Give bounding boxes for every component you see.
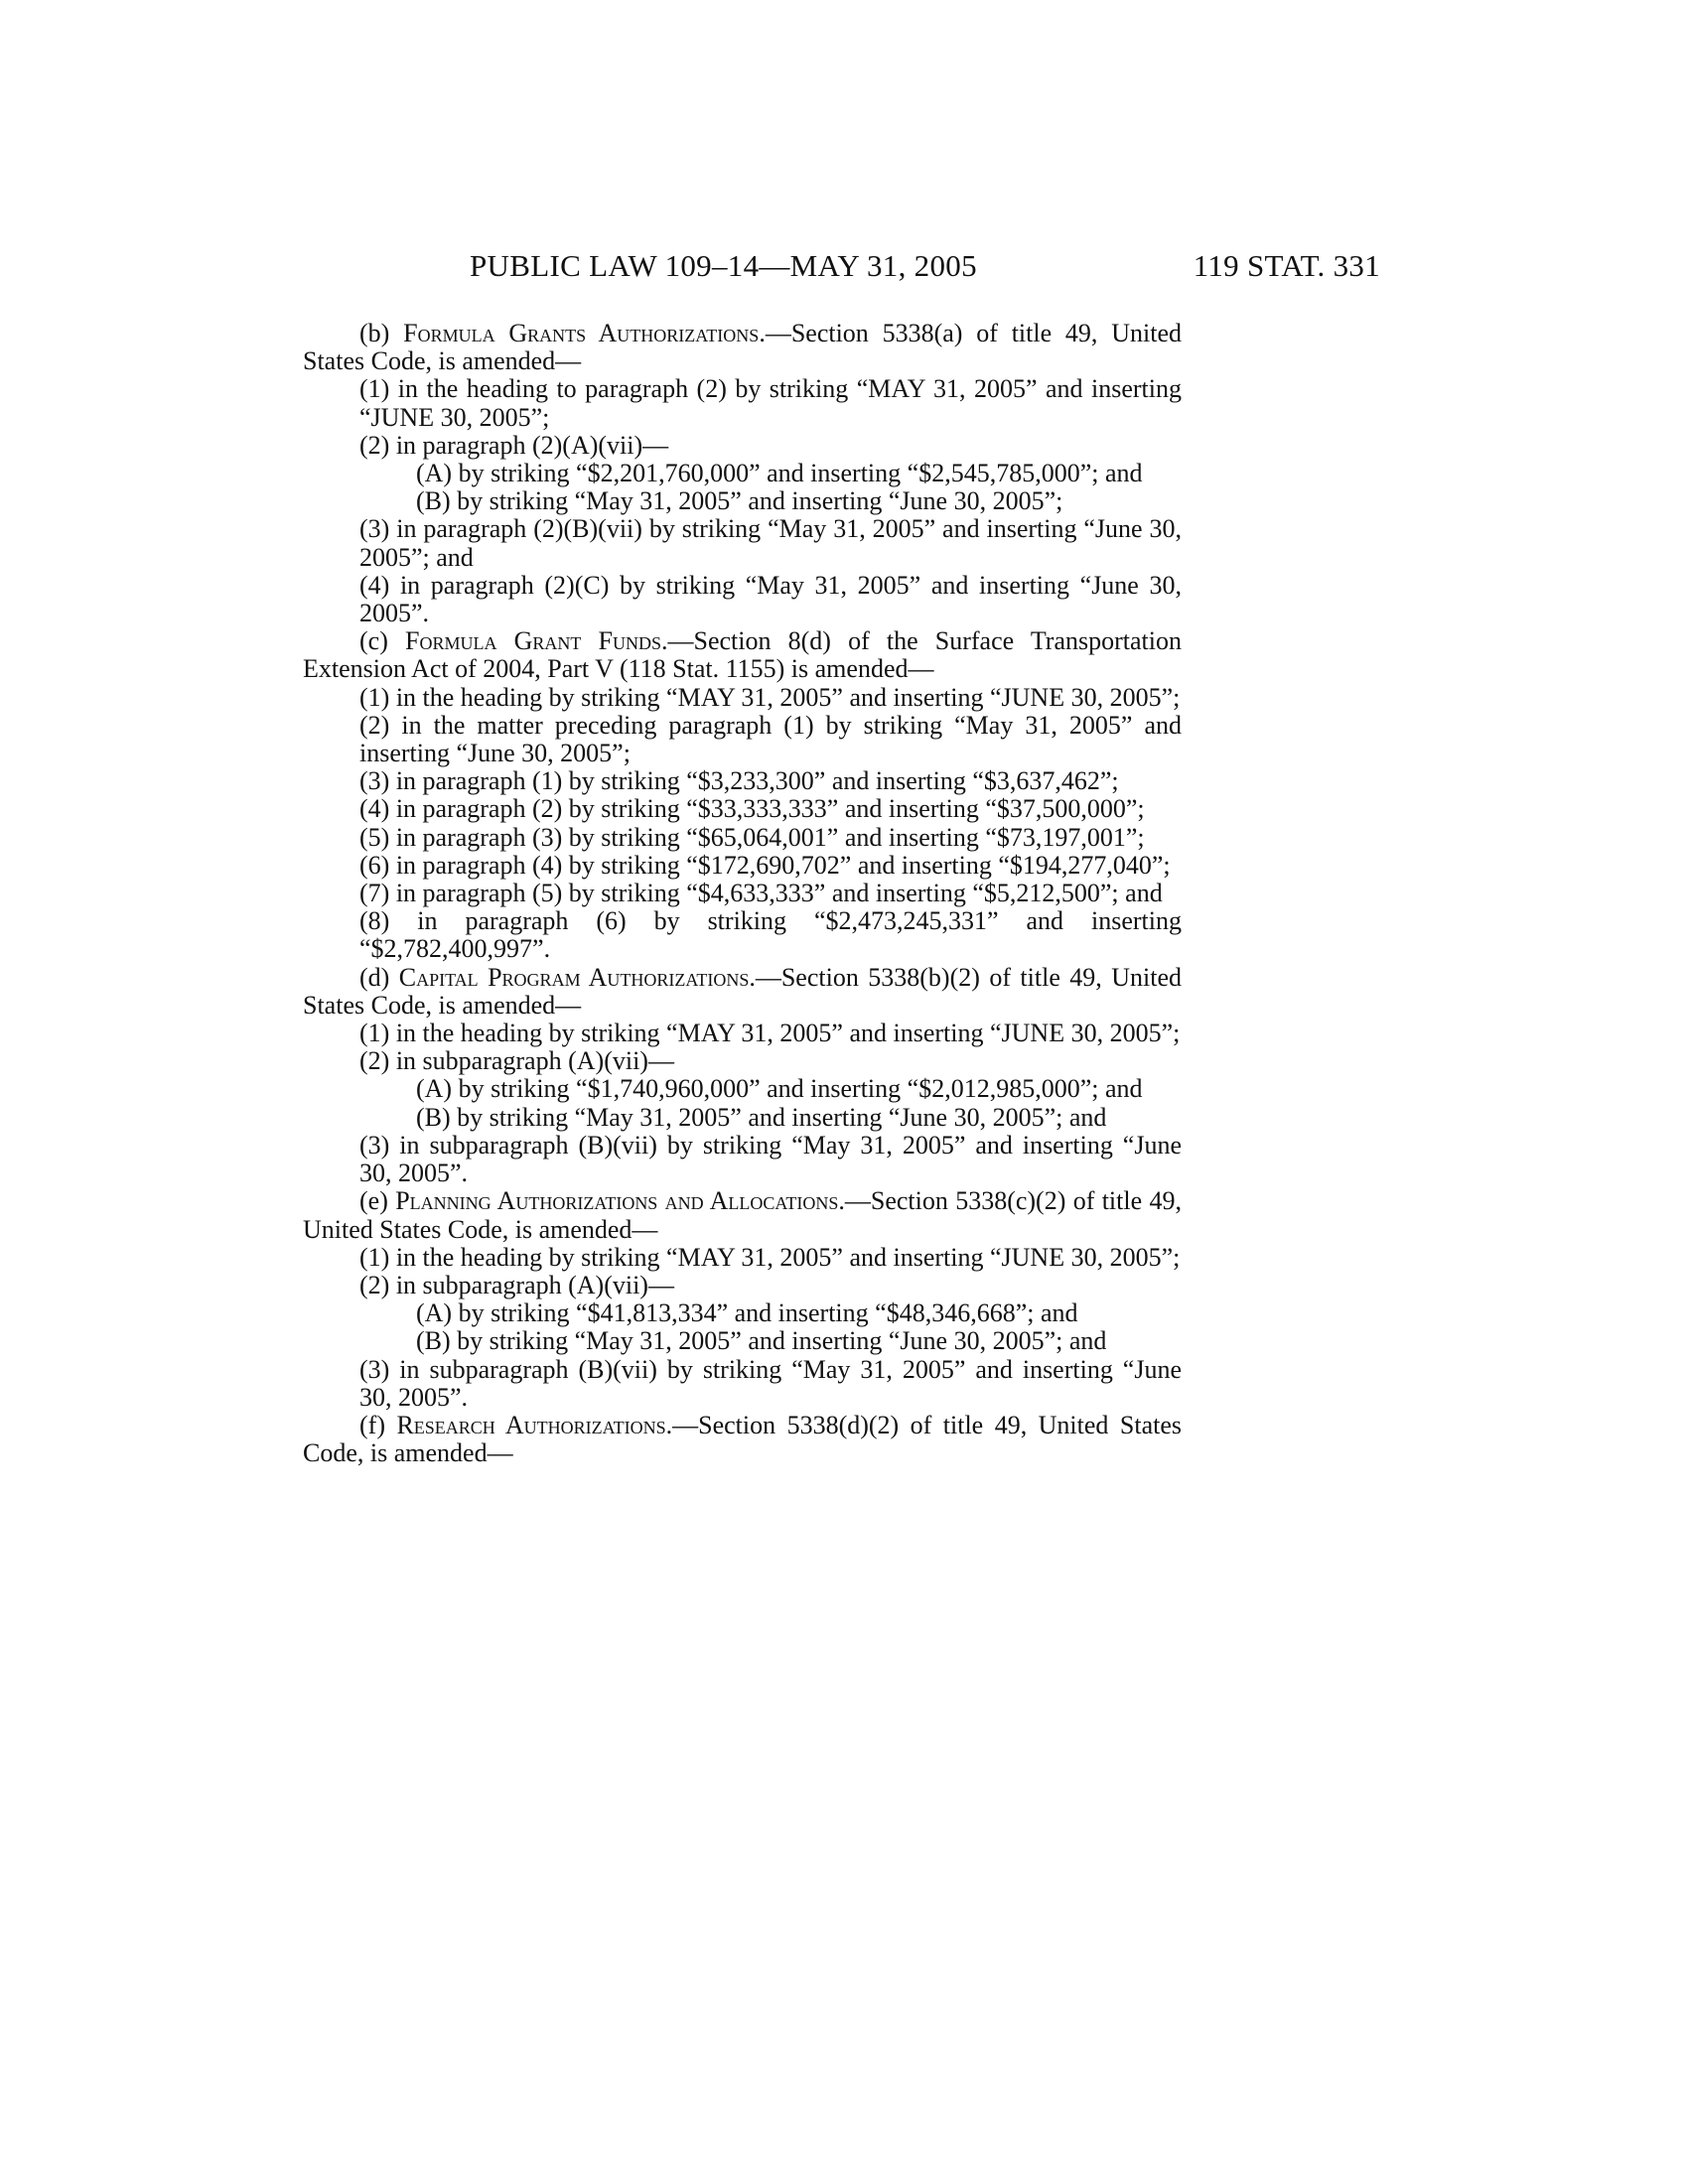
paragraph: (8) in paragraph (6) by striking “$2,473,245,331” and inserting “$2,782,400,997”. — [359, 906, 1182, 964]
running-header — [303, 248, 1380, 288]
subsection-heading: Capital Program Authorizations — [398, 962, 750, 992]
subparagraph: (A) by striking “$1,740,960,000” and inserting “$2,012,985,000”; and — [416, 1074, 1143, 1104]
paragraph: (7) in paragraph (5) by striking “$4,633,333” and inserting “$5,212,500”; and — [359, 879, 1163, 908]
subparagraph: (A) by striking “$41,813,334” and inserting “$48,346,668”; and — [416, 1298, 1078, 1328]
subsection-label: (d) — [359, 962, 399, 992]
paragraph: (2) in subparagraph (A)(vii)— — [359, 1046, 674, 1076]
subsection-heading: Formula Grants Authorizations — [403, 319, 760, 347]
paragraph: (2) in paragraph (2)(A)(vii)— — [359, 430, 669, 460]
subparagraph: (A) by striking “$2,201,760,000” and inserting “$2,545,785,000”; and — [416, 459, 1143, 488]
subsection-label: (e) — [359, 1186, 396, 1216]
header-title: PUBLIC LAW 109–14—MAY 31, 2005 — [470, 248, 977, 283]
paragraph: (6) in paragraph (4) by striking “$172,690,702” and inserting “$194,277,040”; — [359, 850, 1171, 880]
subsection-heading: Planning Authorizations and Allocations — [395, 1186, 839, 1216]
paragraph: (2) in the matter preceding paragraph (1) by striking “May 31, 2005” and inserting “June 30, 2005”; — [359, 710, 1182, 768]
paragraph: (3) in subparagraph (B)(vii) by striking “May 31, 2005” and inserting “June 30, 2005”. — [359, 1354, 1182, 1412]
paragraph: (3) in paragraph (2)(B)(vii) by striking “May 31, 2005” and inserting “June 30, 2005”; and — [359, 514, 1182, 572]
paragraph: (4) in paragraph (2) by striking “$33,333,333” and inserting “$37,500,000”; — [359, 794, 1145, 824]
paragraph: (3) in subparagraph (B)(vii) by striking “May 31, 2005” and inserting “June 30, 2005”. — [359, 1130, 1182, 1188]
subsection-heading: Formula Grant Funds — [405, 626, 661, 656]
subsection-label: (f) — [359, 1410, 397, 1439]
subparagraph: (B) by striking “May 31, 2005” and inserting “June 30, 2005”; and — [416, 1326, 1107, 1356]
subsection-heading-paragraph — [303, 627, 1182, 683]
subsection-text: .—Section 5338(d)(2) of title 49, United States Code, is amended— — [303, 1410, 1182, 1468]
subsection-heading-paragraph — [303, 964, 1182, 1020]
subsection-text: .—Section 8(d) of the Surface Transportation Extension Act of 2004, Part V (118 Stat. 1155) is amended— — [303, 626, 1182, 684]
subsection-label: (c) — [359, 626, 405, 656]
paragraph: (2) in subparagraph (A)(vii)— — [359, 1270, 674, 1299]
subsection-heading-paragraph — [303, 1187, 1182, 1243]
paragraph: (4) in paragraph (2)(C) by striking “May 31, 2005” and inserting “June 30, 2005”. — [359, 570, 1182, 628]
statute-body — [303, 320, 1182, 1467]
subsection-heading: Research Authorizations — [396, 1410, 666, 1439]
paragraph: (3) in paragraph (1) by striking “$3,233,300” and inserting “$3,637,462”; — [359, 766, 1119, 796]
paragraph: (5) in paragraph (3) by striking “$65,064,001” and inserting “$73,197,001”; — [359, 822, 1145, 852]
subsection-label: (b) — [359, 319, 404, 347]
subparagraph: (B) by striking “May 31, 2005” and inserting “June 30, 2005”; and — [416, 1102, 1107, 1132]
paragraph: (1) in the heading by striking “MAY 31, 2005” and inserting “JUNE 30, 2005”; — [359, 1019, 1181, 1048]
paragraph: (1) in the heading by striking “MAY 31, 2005” and inserting “JUNE 30, 2005”; — [359, 1242, 1181, 1272]
subsection-text: .—Section 5338(a) of title 49, United States Code, is amended— — [303, 319, 1182, 376]
paragraph: (1) in the heading to paragraph (2) by striking “MAY 31, 2005” and inserting “JUNE 30, 2005”; — [359, 374, 1182, 432]
paragraph: (1) in the heading by striking “MAY 31, 2005” and inserting “JUNE 30, 2005”; — [359, 682, 1181, 712]
subsection-text: .—Section 5338(b)(2) of title 49, United States Code, is amended— — [303, 962, 1182, 1020]
subparagraph: (B) by striking “May 31, 2005” and inserting “June 30, 2005”; — [416, 486, 1063, 516]
statute-page-number: 119 STAT. 331 — [1193, 248, 1380, 283]
subsection-heading-paragraph — [303, 1412, 1182, 1467]
subsection-heading-paragraph — [303, 320, 1182, 375]
subsection-text: .—Section 5338(c)(2) of title 49, United States Code, is amended— — [303, 1186, 1182, 1244]
